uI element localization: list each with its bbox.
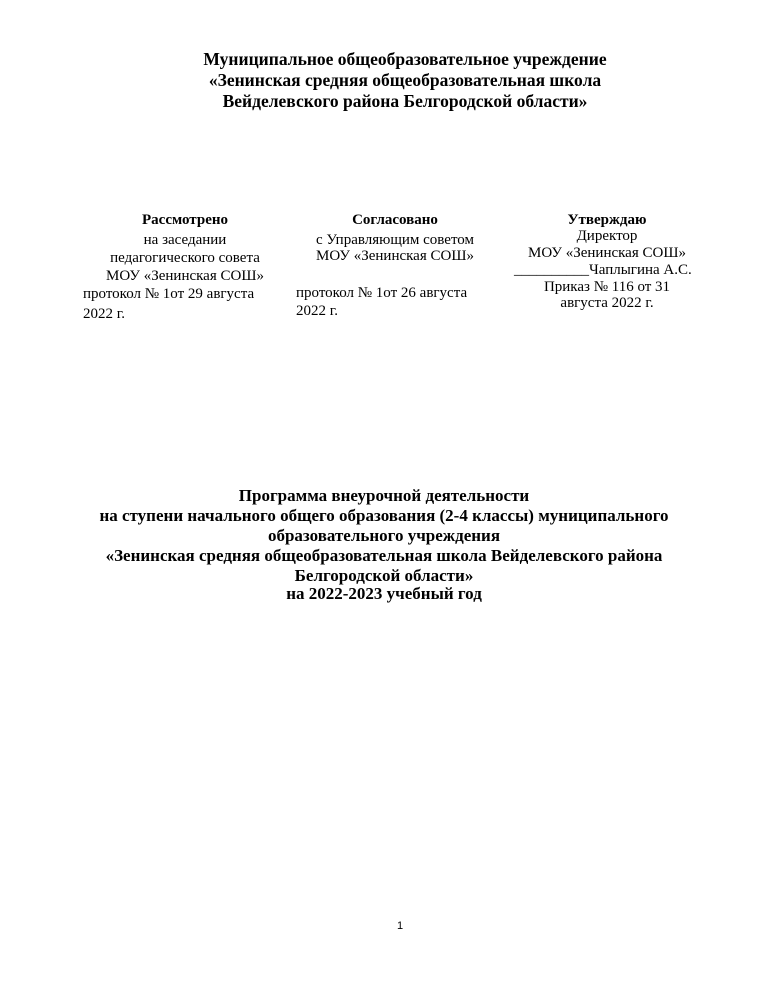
considered-line-5: 2022 г. <box>83 306 125 322</box>
agreed-line-1: с Управляющим советом <box>315 232 475 248</box>
header-line-1: Муниципальное общеобразовательное учреждение <box>203 49 607 69</box>
program-title-line-5: Белгородской области» <box>294 566 474 585</box>
approved-line-4: Приказ № 116 от 31 <box>543 279 671 295</box>
considered-heading: Рассмотрено <box>142 212 228 228</box>
agreed-line-4: 2022 г. <box>296 303 338 319</box>
agreed-line-3: протокол № 1от 26 августа <box>296 285 468 301</box>
agreed-heading: Согласовано <box>352 212 438 228</box>
header-line-3: Вейделевского района Белгородской области» <box>222 91 588 111</box>
considered-line-1: на заседании <box>143 232 227 248</box>
program-title-line-6: на 2022-2023 учебный год <box>286 584 482 603</box>
considered-line-2: педагогического совета <box>110 250 260 266</box>
considered-line-3: МОУ «Зенинская СОШ» <box>106 268 264 284</box>
agreed-line-2: МОУ «Зенинская СОШ» <box>316 248 474 264</box>
approved-line-2: МОУ «Зенинская СОШ» <box>528 245 686 261</box>
program-title-line-1: Программа внеурочной деятельности <box>238 486 530 505</box>
approved-line-5: августа 2022 г. <box>560 295 654 311</box>
program-title-line-2: на ступени начального общего образования (2-4 классы) муниципального <box>99 506 669 525</box>
considered-line-4: протокол № 1от 29 августа <box>83 286 255 302</box>
page-number: 1 <box>396 920 404 932</box>
approved-line-3: __________Чаплыгина А.С. <box>514 262 692 278</box>
program-title-line-4: «Зенинская средняя общеобразовательная школа Вейделевского района <box>105 546 663 565</box>
header-line-2: «Зенинская средняя общеобразовательная школа <box>208 70 602 90</box>
approved-line-1: Директор <box>576 228 638 244</box>
program-title-line-3: образовательного учреждения <box>267 526 501 545</box>
approved-heading: Утверждаю <box>567 212 647 228</box>
